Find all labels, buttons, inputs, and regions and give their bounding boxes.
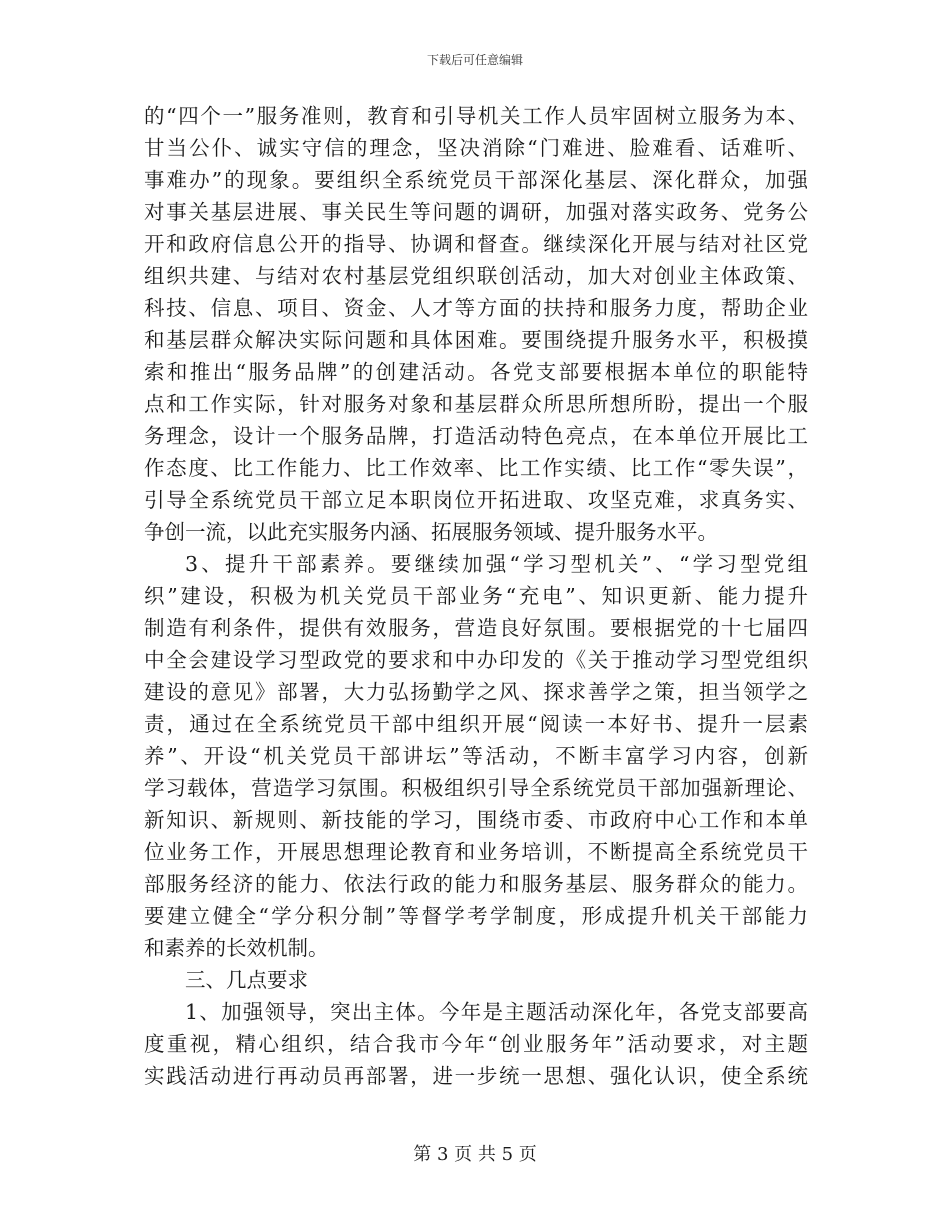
body-text xyxy=(144,100,808,1092)
text-line: 位业务工作，开展思想理论教育和业务培训，不断提高全系统党员干 xyxy=(144,840,808,864)
text-line: 事难办”的现象。要组织全系统党员干部深化基层、深化群众，加强 xyxy=(144,168,808,192)
text-line: 组织共建、与结对农村基层党组织联创活动，加大对创业主体政策、 xyxy=(144,264,808,288)
text-line: 和基层群众解决实际问题和具体困难。要围绕提升服务水平，积极摸 xyxy=(144,328,808,352)
page-footer: 第 3 页 共 5 页 xyxy=(413,1144,537,1165)
text-line: 作态度、比工作能力、比工作效率、比工作实绩、比工作“零失误”， xyxy=(144,456,808,480)
text-line: 部服务经济的能力、依法行政的能力和服务基层、服务群众的能力。 xyxy=(144,872,808,896)
text-line: 甘当公仆、诚实守信的理念，坚决消除“门难进、脸难看、话难听、 xyxy=(144,136,808,160)
text-line: 要建立健全“学分积分制”等督学考学制度，形成提升机关干部能力 xyxy=(144,904,808,928)
text-line: 中全会建设学习型政党的要求和中办印发的《关于推动学习型党组织 xyxy=(144,648,808,672)
text-line: 学习载体，营造学习氛围。积极组织引导全系统党员干部加强新理论、 xyxy=(144,776,808,800)
text-line: 索和推出“服务品牌”的创建活动。各党支部要根据本单位的职能特 xyxy=(144,360,808,384)
text-line: 建设的意见》部署，大力弘扬勤学之风、探求善学之策，担当领学之 xyxy=(144,680,808,704)
text-line: 3、提升干部素养。要继续加强“学习型机关”、“学习型党组 xyxy=(185,552,808,576)
text-line: 务理念，设计一个服务品牌，打造活动特色亮点，在本单位开展比工 xyxy=(144,424,808,448)
text-line: 的“四个一”服务准则，教育和引导机关工作人员牢固树立服务为本、 xyxy=(144,104,808,128)
page-header: 下载后可任意编辑 xyxy=(426,53,523,67)
text-line: 实践活动进行再动员再部署，进一步统一思想、强化认识，使全系统 xyxy=(144,1064,808,1088)
text-line: 开和政府信息公开的指导、协调和督查。继续深化开展与结对社区党 xyxy=(144,232,808,256)
text-line: 争创一流，以此充实服务内涵、拓展服务领域、提升服务水平。 xyxy=(144,520,718,544)
text-line: 制造有利条件，提供有效服务，营造良好氛围。要根据党的十七届四 xyxy=(144,616,808,640)
text-line: 织”建设，积极为机关党员干部业务“充电”、知识更新、能力提升 xyxy=(144,584,808,608)
text-line: 科技、信息、项目、资金、人才等方面的扶持和服务力度，帮助企业 xyxy=(144,296,808,320)
text-line: 1、加强领导，突出主体。今年是主题活动深化年，各党支部要高 xyxy=(185,1000,808,1024)
text-line: 点和工作实际，针对服务对象和基层群众所思所想所盼，提出一个服 xyxy=(144,392,808,416)
text-line: 引导全系统党员干部立足本职岗位开拓进取、攻坚克难，求真务实、 xyxy=(144,488,808,512)
text-line: 三、几点要求 xyxy=(185,968,308,992)
text-line: 度重视，精心组织，结合我市今年“创业服务年”活动要求，对主题 xyxy=(144,1032,808,1056)
text-line: 和素养的长效机制。 xyxy=(144,936,329,960)
text-line: 责，通过在全系统党员干部中组织开展“阅读一本好书、提升一层素 xyxy=(144,712,808,736)
text-line: 新知识、新规则、新技能的学习，围绕市委、市政府中心工作和本单 xyxy=(144,808,808,832)
text-line: 对事关基层进展、事关民生等问题的调研，加强对落实政务、党务公 xyxy=(144,200,808,224)
text-line: 养”、开设“机关党员干部讲坛”等活动，不断丰富学习内容，创新 xyxy=(144,744,808,768)
